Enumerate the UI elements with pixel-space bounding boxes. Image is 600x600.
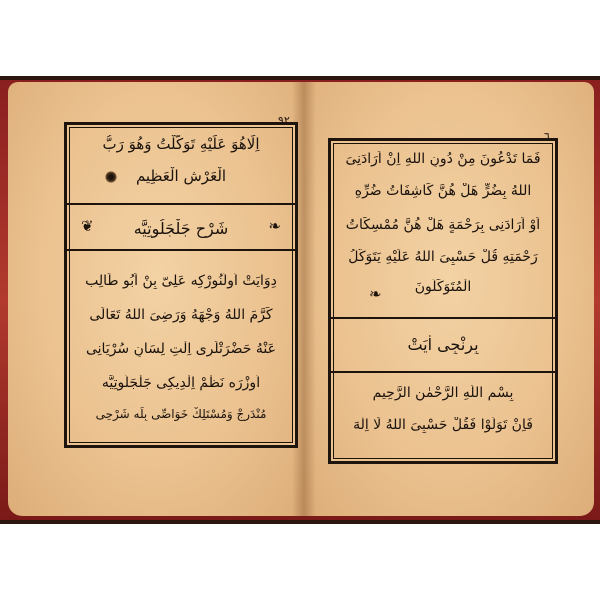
- right-body-line-5: الْمُتَوَكِّلُونَ: [414, 279, 472, 295]
- right-page-number: ٦: [544, 130, 550, 143]
- left-body-line-2: كَرَّمَ اللهُ وَجْهَهُ وَرَضِىَ اللهُ تَعَالَى: [89, 307, 273, 323]
- left-section-title: شَرْحِ جَلْجَلُوتِيَّه: [133, 219, 229, 238]
- left-divider-bottom: [67, 249, 295, 251]
- right-flourish-icon: ❧: [369, 285, 382, 303]
- left-page-number: ٩٢: [278, 114, 290, 127]
- right-body-line-4: رَحْمَتِهِ قُلْ حَسْبِىَ اللهُ عَلَيْهِ يَتَوَكَّلُ: [348, 249, 538, 265]
- left-header-line-2: الْعَرْشِ الْعَظِيمِ: [135, 167, 227, 185]
- left-text-frame: [64, 122, 298, 448]
- right-body-line-3: اَوْ اَرَادَنِى بِرَحْمَةٍ هَلْ هُنَّ مُمْسِكَاتُ: [345, 217, 541, 233]
- right-text-frame: [328, 138, 558, 464]
- left-header-line-1: اِلَاهُوَ عَلَيْهِ تَوَكَّلْتُ وَهُوَ رَبُّ: [102, 135, 260, 153]
- basmala: بِسْمِ اللّٰهِ الرَّحْمٰنِ الرَّحِيمِ: [372, 385, 514, 401]
- left-body-line-5: مُنْدَرِجْ وَمُسْتَلِكْ خَوَاصِّى بِلَه شَرْحِى: [95, 407, 267, 421]
- right-body-line-1: فَمَا تَدْعُونَ مِنْ دُونِ اللهِ اِنْ اَرَادَنِىَ: [345, 151, 541, 167]
- rosette-ornament-icon: [105, 171, 117, 183]
- right-section-title: بِرِنْجِى اٰيَتْ: [407, 335, 479, 354]
- left-body-line-4: اُوزْرَه نَظْمْ اِلْدِيكِى جَلْجَلُوتِيَّه: [101, 375, 261, 391]
- right-divider-top: [331, 317, 555, 319]
- left-flourish-icon: ❦: [81, 217, 94, 235]
- left-body-line-1: دِوَايَتْ اُولُنُورْكِه عَلِىّ بِنْ اَبُو طَالِب: [85, 273, 277, 289]
- right-body-line-2: اللهُ بِضُرٍّ هَلْ هُنَّ كَاشِفَاتُ ضُرِّهِ: [354, 183, 532, 199]
- right-final-line: فَاِنْ تَوَلَّوْا فَقُلْ حَسْبِىَ اللهُ لَا اِلٰهَ: [353, 417, 533, 433]
- right-flourish-icon: ❧: [268, 217, 281, 235]
- left-body-line-3: عَنْهُ حَضْرَتْلَرِى اِلْتِ لِسَانِ سُرْيَانِى: [85, 341, 276, 357]
- right-divider-bottom: [331, 371, 555, 373]
- left-divider-top: [67, 203, 295, 205]
